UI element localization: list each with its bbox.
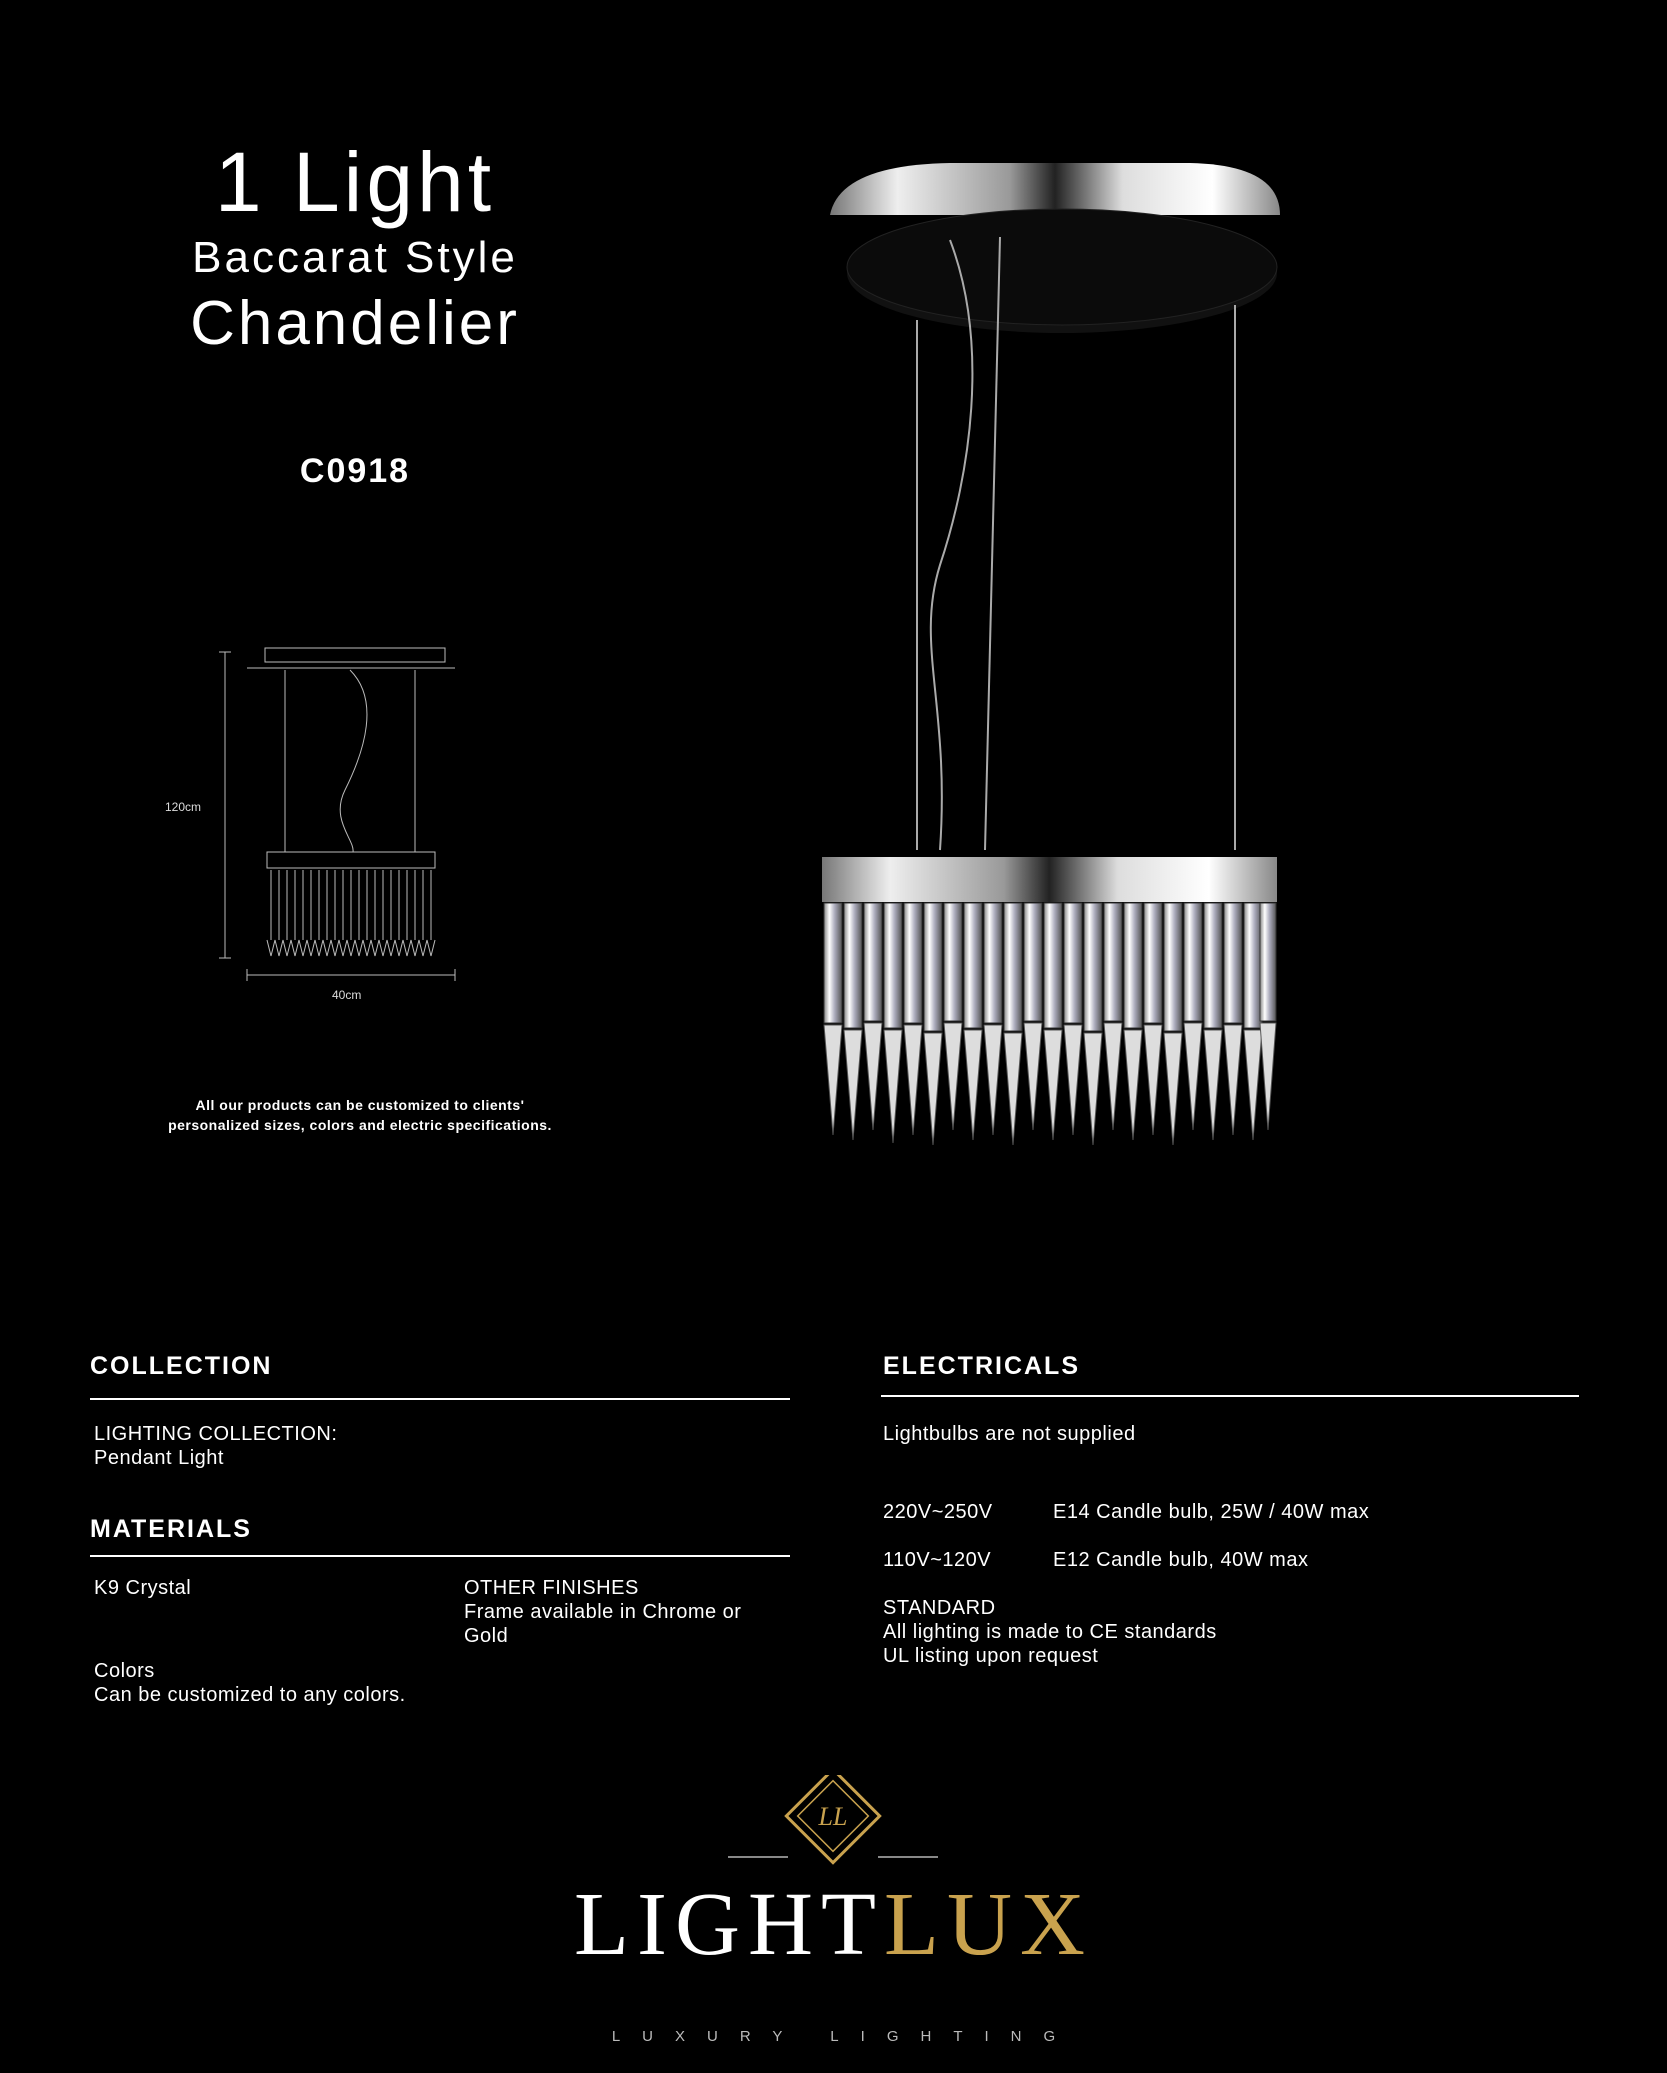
customization-note-line2: personalized sizes, colors and electric specifications. <box>168 1117 552 1133</box>
width-dimension-label: 40cm <box>332 988 362 1002</box>
collection-divider <box>90 1398 790 1400</box>
customization-note-line1: All our products can be customized to clients' <box>195 1097 525 1113</box>
other-finishes-label: OTHER FINISHES <box>464 1577 639 1599</box>
brand-tagline: LUXURY LIGHTING <box>611 2028 1078 2045</box>
materials-heading: MATERIALS <box>90 1515 252 1543</box>
materials-divider <box>90 1555 790 1557</box>
electricals-heading: ELECTRICALS <box>883 1352 1080 1380</box>
diamond-logo-icon <box>728 1775 938 1875</box>
svg-text:LL: LL <box>818 1802 848 1831</box>
brand-name-lux: LUX <box>883 1875 1093 1974</box>
model-code: C0918 <box>299 452 411 490</box>
bulb-row1: E14 Candle bulb, 25W / 40W max <box>1053 1501 1370 1523</box>
collection-label: LIGHTING COLLECTION: <box>94 1423 338 1445</box>
chandelier-illustration <box>800 145 1340 1150</box>
brand-name <box>0 1875 1667 1974</box>
product-title-line1: 1 Light <box>214 135 496 229</box>
brand-name-light: LIGHT <box>574 1875 884 1974</box>
other-finishes-line1: Frame available in Chrome or <box>464 1601 742 1623</box>
standard-label: STANDARD <box>883 1597 996 1619</box>
lightbulbs-note: Lightbulbs are not supplied <box>883 1423 1136 1445</box>
collection-value: Pendant Light <box>94 1447 224 1469</box>
product-title-line2: Baccarat Style <box>192 233 518 282</box>
product-photo <box>800 145 1340 1150</box>
customization-note <box>90 1095 630 1135</box>
drawing-svg <box>205 640 475 990</box>
standard-line1: All lighting is made to CE standards <box>883 1621 1217 1643</box>
standard-line2: UL listing upon request <box>883 1645 1099 1667</box>
bulb-row2: E12 Candle bulb, 40W max <box>1053 1549 1309 1571</box>
material-value: K9 Crystal <box>94 1577 192 1599</box>
technical-drawing <box>165 640 475 1002</box>
electricals-divider <box>881 1395 1579 1397</box>
voltage-row2: 110V~120V <box>883 1549 992 1571</box>
collection-heading: COLLECTION <box>90 1352 273 1380</box>
brand-emblem <box>728 1775 938 1875</box>
voltage-row1: 220V~250V <box>883 1501 993 1523</box>
colors-label: Colors <box>94 1660 155 1682</box>
colors-value: Can be customized to any colors. <box>94 1684 406 1706</box>
other-finishes-line2: Gold <box>464 1625 509 1647</box>
height-dimension-label: 120cm <box>165 800 202 814</box>
product-title-line3: Chandelier <box>190 289 520 358</box>
